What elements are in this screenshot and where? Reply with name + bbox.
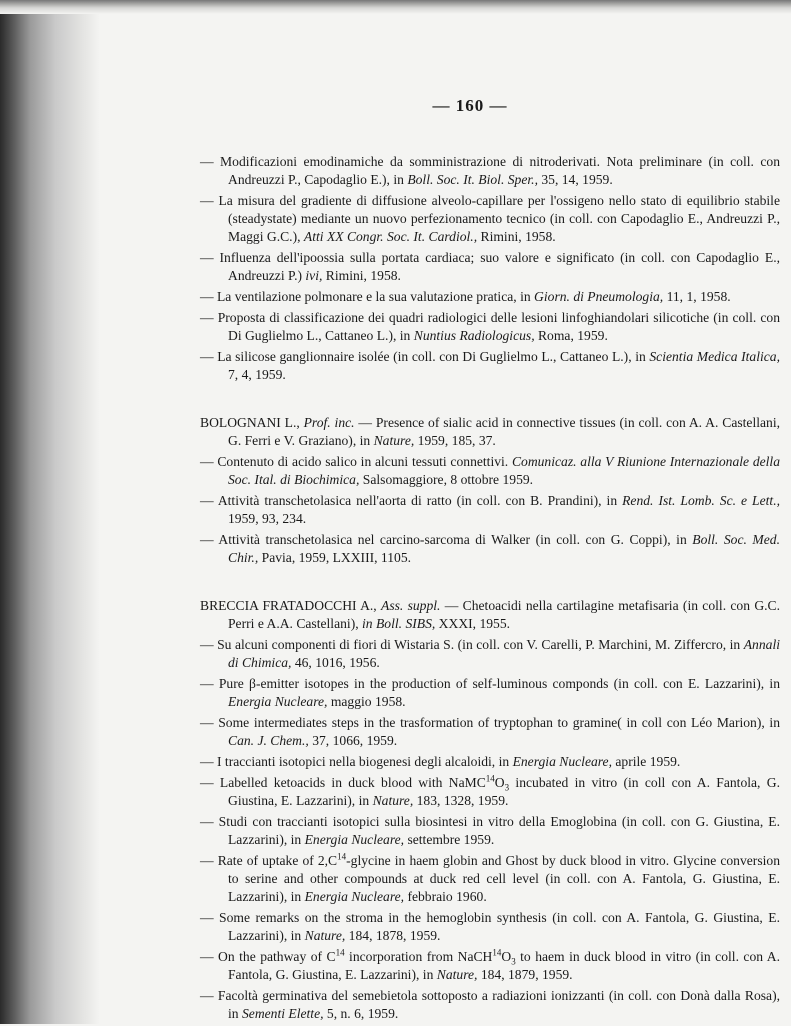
journal-title: Nature, xyxy=(436,967,478,982)
entry-text: 14 xyxy=(337,851,347,862)
journal-title: Energia Nucleare, xyxy=(512,754,612,769)
bibliography-entry xyxy=(200,192,780,246)
entry-text: — La misura del gradiente di diffusione alveolo-capillare per l'ossigeno nello stato di equilibrio stabile (steadystate) mediante un nuovo perfezionamento tecnico (in coll. con Capodaglio E., Andreuzzi P., Maggi G.C.), xyxy=(200,193,780,244)
bibliography-entry xyxy=(200,492,780,528)
entry-text: — Attività transchetolasica nell'aorta di ratto (in coll. con B. Prandini), in xyxy=(200,493,623,508)
bibliography-entry xyxy=(200,348,780,384)
entry-text: — Studi con traccianti isotopici sulla biosintesi in vitro della Emoglobina (in coll. con G. Giustina, E. Lazzarini), in xyxy=(200,814,780,847)
entry-text: 35, 14, 1959. xyxy=(537,172,613,187)
entry-text: 1959, 185, 37. xyxy=(414,433,496,448)
bibliography-entry xyxy=(200,714,780,750)
entry-text: — La ventilazione polmonare e la sua valutazione pratica, in xyxy=(200,289,535,304)
journal-title: in Boll. SIBS, xyxy=(362,616,436,631)
page-number: — 160 — xyxy=(432,96,508,115)
entry-text: BOLOGNANI L., xyxy=(200,415,304,430)
entry-text: 5, n. 6, 1959. xyxy=(323,1006,399,1021)
journal-title: ivi, xyxy=(305,268,323,283)
journal-title: Scientia Medica Italica, xyxy=(649,349,780,364)
journal-title: Nature, xyxy=(304,928,346,943)
journal-title: Energia Nucleare, xyxy=(304,889,405,904)
journal-title: Boll. Soc. It. Biol. Sper., xyxy=(407,172,538,187)
book-binding-shadow xyxy=(0,0,100,1024)
journal-title: Sementi Elette, xyxy=(241,1006,324,1021)
bibliography-entry xyxy=(200,948,780,984)
journal-title: Annali di Chimica, xyxy=(228,637,780,670)
entry-text: XXXI, 1955. xyxy=(435,616,511,631)
entry-text: — Rate of uptake of 2,C xyxy=(200,853,338,868)
journal-title: Nuntius Radiologicus, xyxy=(413,328,535,343)
entry-text: — Modificazioni emodinamiche da somministrazione di nitroderivati. Nota preliminare (in coll. con Andreuzzi P., Capodaglio E.), in xyxy=(200,154,780,187)
entry-text: 3 xyxy=(511,956,516,967)
journal-title: Ass. suppl. xyxy=(381,598,441,613)
bibliography-list xyxy=(200,153,780,1026)
entry-text: — Facoltà germinativa del semebietola sottoposto a radiazioni ionizzanti (in coll. con Donà dalla Rosa), in xyxy=(200,988,780,1021)
entry-text: aprile 1959. xyxy=(612,754,681,769)
section-gap xyxy=(200,387,780,414)
entry-text: settembre 1959. xyxy=(404,832,495,847)
bibliography-entry xyxy=(200,288,780,306)
entry-text: — Chetoacidi nella cartilagine metafisaria (in coll. con G.C. Perri e A.A. Castellani), xyxy=(228,598,781,631)
bibliography-entry xyxy=(200,531,780,567)
entry-text: — Pure β-emitter isotopes in the production of self-luminous componds (in coll. con E. Lazzarini), in xyxy=(200,676,780,691)
entry-text: 7, 4, 1959. xyxy=(228,367,286,382)
entry-text: 46, 1016, 1956. xyxy=(291,655,380,670)
entry-text: — Labelled ketoacids in duck blood with NaMC xyxy=(200,775,486,790)
entry-text: incorporation from NaCH xyxy=(344,949,493,964)
entry-text: — Some remarks on the stroma in the hemoglobin synthesis (in coll. con A. Fantola, G. Giustina, E. Lazzarini), in xyxy=(200,910,780,943)
journal-title: Can. J. Chem., xyxy=(228,733,309,748)
entry-text: 14 xyxy=(335,947,345,958)
bibliography-entry xyxy=(200,774,780,810)
journal-title: Energia Nucleare, xyxy=(304,832,405,847)
entry-text: — La silicose ganglionnaire isolée (in coll. con Di Guglielmo L., Cattaneo L.), in xyxy=(200,349,650,364)
entry-text: 183, 1328, 1959. xyxy=(413,793,509,808)
entry-text: Roma, 1959. xyxy=(534,328,608,343)
entry-text: 3 xyxy=(504,782,510,793)
journal-title: Giorn. di Pneumologia, xyxy=(534,289,664,304)
entry-text: O xyxy=(501,949,512,964)
entry-text: Salsomaggiore, 8 ottobre 1959. xyxy=(359,472,534,487)
entry-text: — Some intermediates steps in the trasformation of tryptophan to gramine( in coll con Léo Marion), in xyxy=(200,715,780,730)
entry-text: 184, 1878, 1959. xyxy=(345,928,441,943)
entry-text: — Su alcuni componenti di fiori di Wistaria S. (in coll. con V. Carelli, P. Marchini, M. Ziffercro, in xyxy=(200,637,744,652)
entry-text: 1959, 93, 234. xyxy=(228,511,307,526)
entry-text: — Proposta di classificazione dei quadri radiologici delle lesioni linfoghiandolari silicotiche (in coll. con Di Guglielmo L., Cattaneo L.), in xyxy=(200,310,780,343)
bibliography-entry xyxy=(200,813,780,849)
bibliography-entry xyxy=(200,987,780,1023)
bibliography-entry xyxy=(200,636,780,672)
entry-text: BRECCIA FRATADOCCHI A., xyxy=(200,598,382,613)
entry-text: febbraio 1960. xyxy=(404,889,487,904)
page-top-edge xyxy=(0,0,791,14)
bibliography-entry xyxy=(200,597,780,633)
journal-title: Atti XX Congr. Soc. It. Cardiol., xyxy=(303,229,478,244)
entry-text: maggio 1958. xyxy=(327,694,406,709)
journal-title: Comunicaz. alla V Riunione Internazionale della Soc. Ital. di Biochimica, xyxy=(228,454,780,487)
bibliography-entry xyxy=(200,675,780,711)
entry-text: O xyxy=(494,775,505,790)
entry-text: Rimini, 1958. xyxy=(322,268,401,283)
entry-text: 14 xyxy=(485,773,495,784)
bibliography-entry xyxy=(200,753,780,771)
section-gap xyxy=(200,570,780,597)
bibliography-entry xyxy=(200,414,780,450)
journal-title: Boll. Soc. Med. Chir., xyxy=(228,532,780,565)
entry-text: — Attività transchetolasica nel carcino-sarcoma di Walker (in coll. con G. Coppi), in xyxy=(200,532,693,547)
entry-text: — On the pathway of C xyxy=(200,949,336,964)
entry-text: — Contenuto di acido salico in alcuni tessuti connettivi. xyxy=(200,454,512,469)
bibliography-entry xyxy=(200,852,780,906)
entry-text: Rimini, 1958. xyxy=(477,229,556,244)
journal-title: Nature, xyxy=(372,793,414,808)
journal-title: Nature, xyxy=(373,433,415,448)
entry-text: 184, 1879, 1959. xyxy=(477,967,573,982)
entry-text: 11, 1, 1958. xyxy=(663,289,731,304)
entry-text: — I traccianti isotopici nella biogenesi degli alcaloidi, in xyxy=(200,754,513,769)
entry-text: 14 xyxy=(492,947,502,958)
entry-text: to haem in duck blood in vitro (in coll. con A. Fantola, G. Giustina, E. Lazzarini), in xyxy=(228,949,780,982)
journal-title: Rend. Ist. Lomb. Sc. e Lett., xyxy=(622,493,780,508)
bibliography-entry xyxy=(200,909,780,945)
entry-text: — Presence of sialic acid in connective tissues (in coll. con A. A. Castellani, G. Ferri e V. Graziano), in xyxy=(228,415,781,448)
entry-text: — Influenza dell'ipoossia sulla portata cardiaca; suo valore e significato (in coll. con Capodaglio E., Andreuzzi P.) xyxy=(200,250,780,283)
bibliography-entry xyxy=(200,309,780,345)
journal-title: Energia Nucleare, xyxy=(228,694,328,709)
entry-text: Pavia, 1959, LXXIII, 1105. xyxy=(258,550,412,565)
entry-text: -glycine in haem globin and Ghost by duck blood in vitro. Glycine conversion to serine and other compounds at duck red cell level (in coll. con A. Fantola, G. Giustina, E. Lazzarini), in xyxy=(228,853,780,904)
bibliography-entry xyxy=(200,153,780,189)
entry-text: 37, 1066, 1959. xyxy=(308,733,398,748)
journal-title: Prof. inc. xyxy=(303,415,355,430)
entry-text: incubated in vitro (in coll con A. Fantola, G. Giustina, E. Lazzarini), in xyxy=(228,775,780,808)
bibliography-entry xyxy=(200,249,780,285)
bibliography-entry xyxy=(200,453,780,489)
